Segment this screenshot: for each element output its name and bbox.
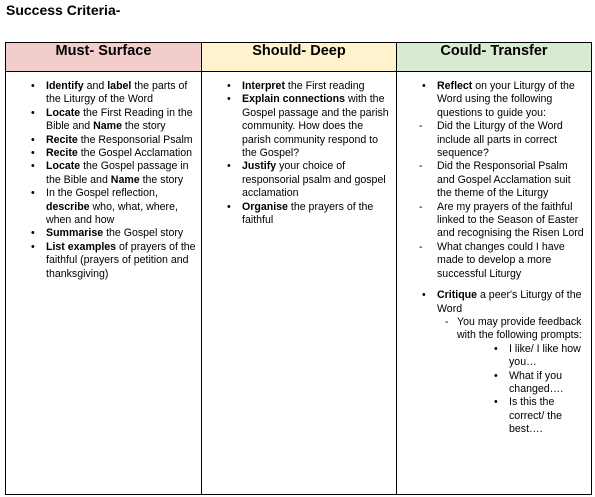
list-item: • List examples of prayers of the faithful (prayers of petition and thanksgiving) xyxy=(46,241,197,281)
page-title: Success Criteria- xyxy=(6,2,121,18)
prompt-item: • What if you changed…. xyxy=(509,370,587,397)
content-row xyxy=(6,72,592,495)
list-item: • Justify your choice of responsorial psalm and gospel acclamation xyxy=(242,160,392,200)
prompt-list-wrapper xyxy=(437,343,587,437)
column-heading-should: Should- Deep xyxy=(202,43,397,72)
list-item: • Locate the Gospel passage in the Bible and Name the story xyxy=(46,160,197,187)
could-list xyxy=(397,72,591,437)
list-item: • Organise the prayers of the faithful xyxy=(242,201,392,228)
list-item: • Recite the Gospel Acclamation xyxy=(46,147,197,160)
list-item: • Summarise the Gospel story xyxy=(46,227,197,240)
could-transfer-cell xyxy=(397,72,592,495)
column-heading-could: Could- Transfer xyxy=(397,43,592,72)
list-item: • Locate the First Reading in the Bible and Name the story xyxy=(46,107,197,134)
must-list xyxy=(6,72,201,281)
question-item: - What changes could I have made to develop a more successful Liturgy xyxy=(437,241,587,281)
list-item: • In the Gospel reflection, describe who, what, where, when and how xyxy=(46,187,197,227)
question-item: - Are my prayers of the faithful linked to the Season of Easter and recognising the Risen Lord xyxy=(437,201,587,241)
should-list xyxy=(202,72,396,227)
feedback-intro: - You may provide feedback with the following prompts: xyxy=(457,316,587,343)
list-item: • Interpret the First reading xyxy=(242,80,392,93)
prompt-list xyxy=(509,343,587,437)
prompt-item: • Is this the correct/ the best…. xyxy=(509,396,587,436)
question-item: - Did the Responsorial Psalm and Gospel Acclamation suit the theme of the Liturgy xyxy=(437,160,587,200)
success-criteria-table xyxy=(5,42,592,495)
column-heading-must: Must- Surface xyxy=(6,43,202,72)
header-row xyxy=(6,43,592,72)
list-item: • Explain connections with the Gospel passage and the parish community. How does the parish community respond to the Gospel? xyxy=(242,93,392,160)
list-item: • Recite the Responsorial Psalm xyxy=(46,134,197,147)
prompt-item: • I like/ I like how you… xyxy=(509,343,587,370)
list-item: • Identify and label the parts of the Liturgy of the Word xyxy=(46,80,197,107)
list-item-critique: • Critique a peer's Liturgy of the Word xyxy=(437,289,587,316)
question-item: - Did the Liturgy of the Word include all parts in correct sequence? xyxy=(437,120,587,160)
list-item-reflect: • Reflect on your Liturgy of the Word using the following questions to guide you: xyxy=(437,80,587,120)
must-surface-cell xyxy=(6,72,202,495)
should-deep-cell xyxy=(202,72,397,495)
